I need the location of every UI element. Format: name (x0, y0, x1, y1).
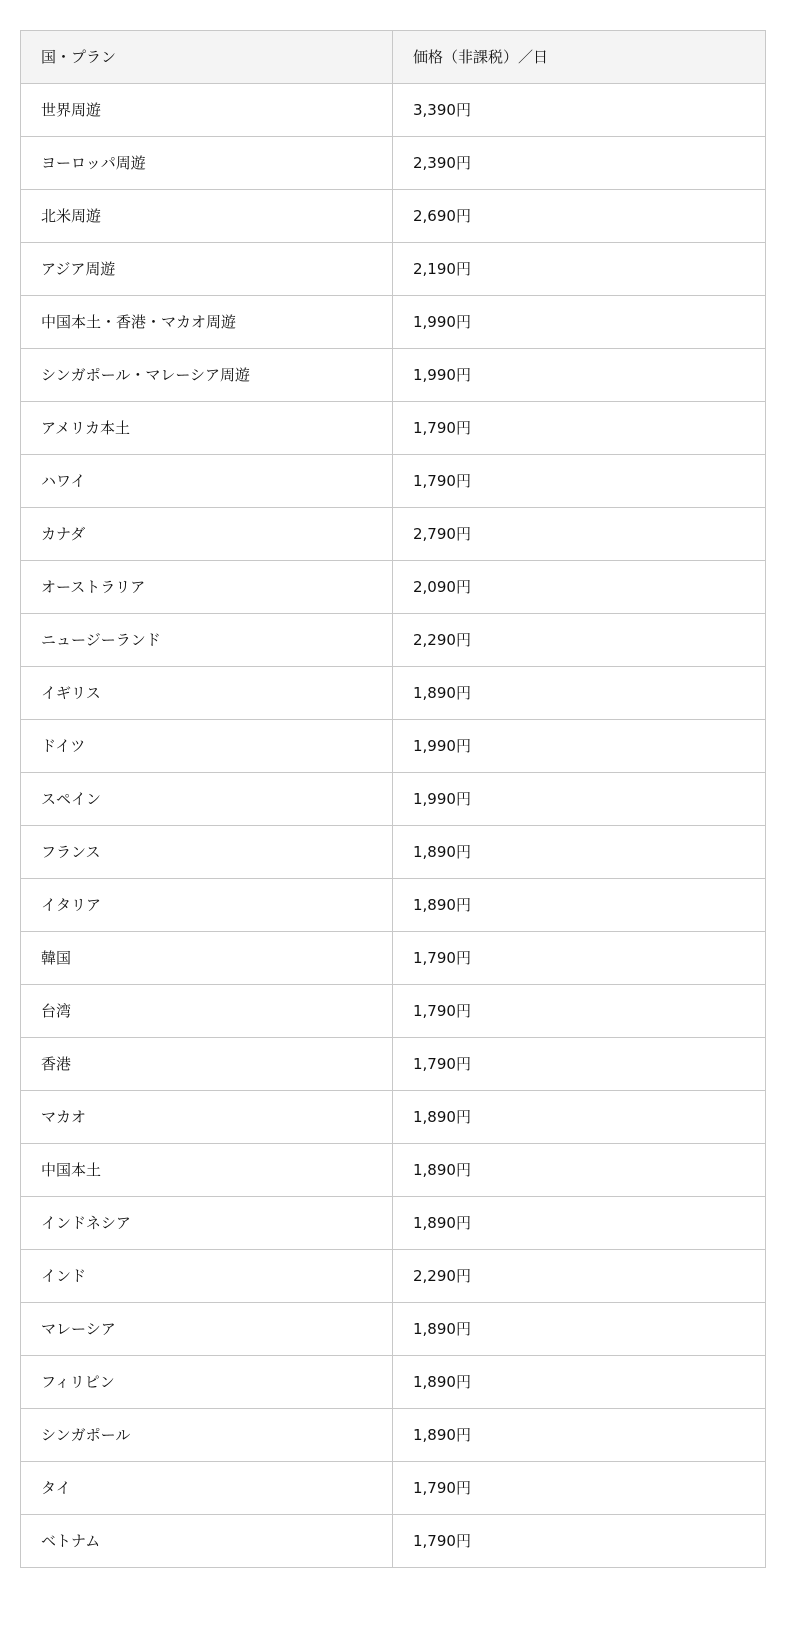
price-cell: 1,790円 (393, 455, 766, 508)
table-row (21, 1144, 766, 1197)
table-row (21, 402, 766, 455)
table-row (21, 243, 766, 296)
price-cell: 1,890円 (393, 1144, 766, 1197)
table-row (21, 667, 766, 720)
table-row (21, 137, 766, 190)
price-cell: 1,790円 (393, 1038, 766, 1091)
price-cell: 1,790円 (393, 985, 766, 1038)
table-row (21, 296, 766, 349)
price-cell: 2,190円 (393, 243, 766, 296)
country-cell: 香港 (21, 1038, 393, 1091)
price-cell: 1,890円 (393, 667, 766, 720)
table-row (21, 349, 766, 402)
price-cell: 1,890円 (393, 1356, 766, 1409)
price-cell: 1,990円 (393, 349, 766, 402)
price-cell: 1,890円 (393, 1197, 766, 1250)
price-cell: 1,890円 (393, 1303, 766, 1356)
country-cell: シンガポール (21, 1409, 393, 1462)
price-cell: 2,690円 (393, 190, 766, 243)
table-row (21, 879, 766, 932)
country-cell: ハワイ (21, 455, 393, 508)
price-cell: 2,290円 (393, 614, 766, 667)
country-cell: ヨーロッパ周遊 (21, 137, 393, 190)
table-row (21, 1409, 766, 1462)
table-header-row (21, 31, 766, 84)
table-row (21, 614, 766, 667)
table-row (21, 985, 766, 1038)
country-cell: シンガポール・マレーシア周遊 (21, 349, 393, 402)
country-cell: インドネシア (21, 1197, 393, 1250)
country-cell: ドイツ (21, 720, 393, 773)
price-cell: 1,790円 (393, 1515, 766, 1568)
price-cell: 1,990円 (393, 773, 766, 826)
table-row (21, 1091, 766, 1144)
price-cell: 2,090円 (393, 561, 766, 614)
country-cell: 韓国 (21, 932, 393, 985)
price-cell: 1,890円 (393, 879, 766, 932)
price-cell: 1,990円 (393, 720, 766, 773)
table-row (21, 720, 766, 773)
country-cell: アメリカ本土 (21, 402, 393, 455)
price-cell: 2,390円 (393, 137, 766, 190)
price-cell: 2,290円 (393, 1250, 766, 1303)
price-table (20, 30, 766, 1568)
country-cell: マカオ (21, 1091, 393, 1144)
table-row (21, 1303, 766, 1356)
header-country-plan: 国・プラン (21, 31, 393, 84)
price-cell: 2,790円 (393, 508, 766, 561)
table-row (21, 1356, 766, 1409)
price-table-container (20, 30, 765, 1568)
country-cell: カナダ (21, 508, 393, 561)
country-cell: 世界周遊 (21, 84, 393, 137)
price-cell: 1,990円 (393, 296, 766, 349)
table-row (21, 1462, 766, 1515)
table-row (21, 508, 766, 561)
country-cell: スペイン (21, 773, 393, 826)
table-row (21, 1038, 766, 1091)
table-row (21, 826, 766, 879)
country-cell: 中国本土・香港・マカオ周遊 (21, 296, 393, 349)
country-cell: マレーシア (21, 1303, 393, 1356)
country-cell: 中国本土 (21, 1144, 393, 1197)
price-cell: 1,890円 (393, 1409, 766, 1462)
country-cell: オーストラリア (21, 561, 393, 614)
table-row (21, 84, 766, 137)
country-cell: フィリピン (21, 1356, 393, 1409)
table-row (21, 1197, 766, 1250)
table-row (21, 455, 766, 508)
table-row (21, 561, 766, 614)
price-cell: 1,790円 (393, 932, 766, 985)
country-cell: フランス (21, 826, 393, 879)
price-cell: 1,890円 (393, 826, 766, 879)
table-row (21, 190, 766, 243)
country-cell: ニュージーランド (21, 614, 393, 667)
table-row (21, 932, 766, 985)
table-row (21, 1515, 766, 1568)
price-cell: 1,790円 (393, 402, 766, 455)
price-cell: 1,890円 (393, 1091, 766, 1144)
country-cell: アジア周遊 (21, 243, 393, 296)
table-row (21, 1250, 766, 1303)
country-cell: ベトナム (21, 1515, 393, 1568)
country-cell: 北米周遊 (21, 190, 393, 243)
country-cell: イタリア (21, 879, 393, 932)
price-cell: 1,790円 (393, 1462, 766, 1515)
country-cell: インド (21, 1250, 393, 1303)
country-cell: 台湾 (21, 985, 393, 1038)
country-cell: イギリス (21, 667, 393, 720)
price-cell: 3,390円 (393, 84, 766, 137)
header-price-per-day: 価格（非課税）／日 (393, 31, 766, 84)
table-row (21, 773, 766, 826)
country-cell: タイ (21, 1462, 393, 1515)
